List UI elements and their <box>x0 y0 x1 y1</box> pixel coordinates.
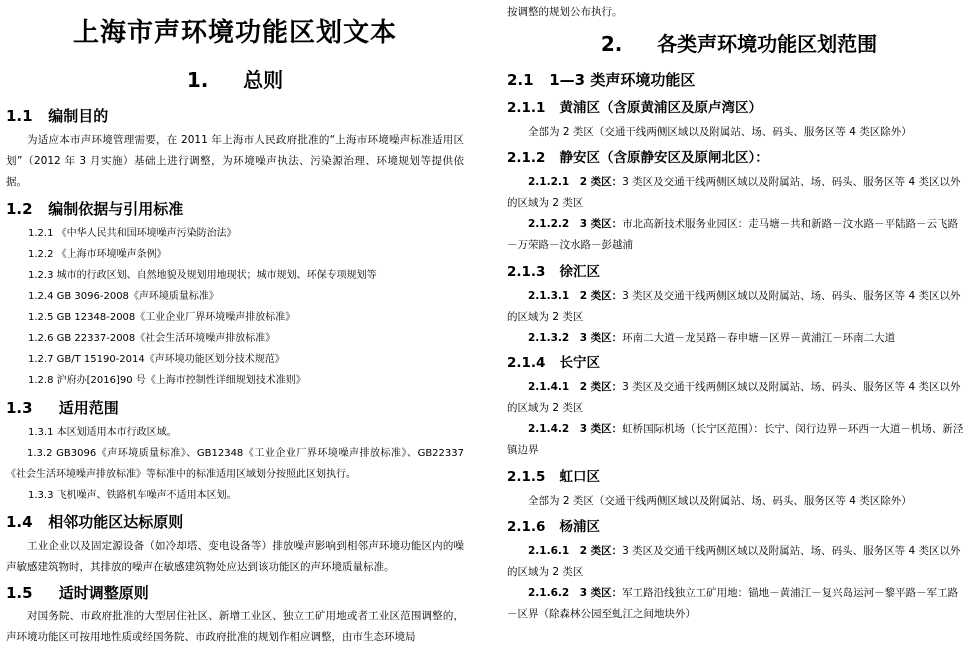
reference-item: 1.2.8 沪府办[2016]90 号《上海市控制性详细规划技术准则》 <box>28 375 306 386</box>
zone-item <box>507 172 967 214</box>
continued-text: 按调整的规划公布执行。 <box>507 6 623 18</box>
section-title: 杨浦区 <box>559 519 601 535</box>
section-1-2-heading <box>6 198 183 220</box>
zone-item-text: 3 类区及交通干线两侧区域以及附属站、场、码头、服务区等 4 类区以外的区域为 2 类区 <box>507 545 961 578</box>
district-text: 全部为 2 类区（交通干线两侧区域以及附属站、场、码头、服务区等 4 类区除外） <box>528 495 912 507</box>
zone-item-lead: 2.1.6.1 2 类区： <box>528 545 623 557</box>
reference-item: 1.2.4 GB 3096-2008《声环境质量标准》 <box>28 291 219 302</box>
document-title: 上海市声环境功能区划文本 <box>72 18 397 48</box>
reference-item: 1.2.7 GB/T 15190-2014《声环境功能区划分技术规范》 <box>28 354 285 365</box>
zone-item-text: 3 类区及交通干线两侧区域以及附属站、场、码头、服务区等 4 类区以外的区域为 2 类区 <box>507 290 961 323</box>
section-number: 2. <box>600 32 623 56</box>
section-title: 适时调整原则 <box>58 584 149 602</box>
zone-item-lead: 2.1.6.2 3 类区： <box>528 587 623 599</box>
section-2-1-2-heading <box>507 148 769 168</box>
zone-item-lead: 2.1.4.2 3 类区： <box>528 423 623 435</box>
scope-item: 1.3.3 飞机噪声、铁路机车噪声不适用本区划。 <box>28 490 237 501</box>
zone-item-lead: 2.1.3.2 3 类区： <box>528 332 623 344</box>
section-title: 静安区（含原静安区及原闸北区）： <box>559 150 769 166</box>
section-title: 相邻功能区达标原则 <box>48 513 184 531</box>
section-title: 编制依据与引用标准 <box>48 200 184 218</box>
zone-item-lead: 2.1.2.1 2 类区： <box>528 176 623 188</box>
zone-item <box>507 328 967 349</box>
section-title: 虹口区 <box>559 469 601 485</box>
section-number: 2.1.3 <box>507 264 546 280</box>
section-1-3-heading <box>6 397 119 419</box>
section-title: 长宁区 <box>559 355 601 371</box>
zone-item-text: 3 类区及交通干线两侧区域以及附属站、场、码头、服务区等 4 类区以外的区域为 2 类区 <box>507 176 961 209</box>
section-number: 2.1.5 <box>507 469 546 485</box>
zone-item-lead: 2.1.4.1 2 类区： <box>528 381 623 393</box>
section-title: 总则 <box>243 68 284 92</box>
section-2-1-4-heading <box>507 353 600 373</box>
section-1-1-paragraph: 为适应本市声环境管理需要，在 2011 年上海市人民政府批准的“上海市环境噪声标准适用区划”（2012 年 3 月实施）基础上进行调整，为环境噪声执法、污染源治理、环境规划等提供依据。 <box>6 134 464 188</box>
reference-item: 1.2.2 《上海市环境噪声条例》 <box>28 249 167 260</box>
district-text: 全部为 2 类区（交通干线两侧区域以及附属站、场、码头、服务区等 4 类区除外） <box>528 126 912 138</box>
zone-item-lead: 2.1.3.1 2 类区： <box>528 290 623 302</box>
reference-item: 1.2.1 《中华人民共和国环境噪声污染防治法》 <box>28 228 237 239</box>
section-title: 适用范围 <box>58 399 119 417</box>
section-1-4-paragraph: 工业企业以及固定源设备（如冷却塔、变电设备等）排放噪声影响到相邻声环境功能区内的噪声敏感建筑物时，其排放的噪声在敏感建筑物处应达到该功能区的声环境质量标准。 <box>6 540 464 573</box>
zone-item <box>507 377 967 419</box>
zone-item <box>507 541 967 583</box>
zone-item-text: 虹桥国际机场（长宁区范围）：长宁、闵行边界－环西一大道－机场、新泾镇边界 <box>507 423 964 456</box>
section-number: 1.2 <box>6 200 33 218</box>
section-2-1-6-heading <box>507 517 600 537</box>
section-number: 1.4 <box>6 513 33 531</box>
section-number: 2.1.4 <box>507 355 546 371</box>
zone-item <box>507 583 967 625</box>
section-number: 1.3 <box>6 399 33 417</box>
section-1-4-heading <box>6 511 183 533</box>
section-number: 2.1 <box>507 71 534 89</box>
section-2-1-5-heading <box>507 467 600 487</box>
zone-item-text: 3 类区及交通干线两侧区域以及附属站、场、码头、服务区等 4 类区以外的区域为 2 类区 <box>507 381 961 414</box>
zone-item-lead: 2.1.2.2 3 类区： <box>528 218 623 230</box>
scope-item: 1.3.1 本区划适用本市行政区域。 <box>28 427 177 438</box>
zone-item-text: 军工路沿线独立工矿用地：锚地－黄浦江－复兴岛运河－黎平路－军工路－区界（除森林公园至虬江之间地块外） <box>507 587 959 620</box>
section-2-1-1-heading <box>507 98 762 118</box>
section-number: 2.1.2 <box>507 150 546 166</box>
section-title: 编制目的 <box>48 107 109 125</box>
reference-item: 1.2.3 城市的行政区划、自然地貌及规划用地现状；城市规划、环保专项规划等 <box>28 270 377 281</box>
reference-item: 1.2.5 GB 12348-2008《工业企业厂界环境噪声排放标准》 <box>28 312 296 323</box>
section-2-heading <box>507 30 971 58</box>
section-2-1-3-heading <box>507 262 600 282</box>
zone-item <box>507 419 967 461</box>
zone-item <box>507 214 967 256</box>
section-number: 1.5 <box>6 584 33 602</box>
section-2-1-heading <box>507 69 695 91</box>
section-1-1-heading <box>6 105 108 127</box>
zone-item <box>507 286 967 328</box>
section-1-5-paragraph: 对国务院、市政府批准的大型居住社区、新增工业区、独立工矿用地或者工业区范围调整的，声环境功能区可按用地性质或经国务院、市政府批准的规划作相应调整，由市生态环境局 <box>6 610 464 643</box>
section-title: 1—3 类声环境功能区 <box>549 71 696 89</box>
zone-item-text: 市北高新技术服务业园区：走马塘－共和新路－汶水路－平陆路－云飞路－万荣路－汶水路－彭越浦 <box>507 218 959 251</box>
scope-item: 1.3.2 GB3096《声环境质量标准》、GB12348《工业企业厂界环境噪声排放标准》、GB22337《社会生活环境噪声排放标准》等标准中的标准适用区域划分按照此区划执行。 <box>6 448 464 480</box>
section-number: 1. <box>186 68 209 92</box>
zone-item-text: 环南二大道－龙吴路－春申塘－区界－黄浦江－环南二大道 <box>622 332 896 344</box>
section-1-5-heading <box>6 582 149 604</box>
reference-item: 1.2.6 GB 22337-2008《社会生活环境噪声排放标准》 <box>28 333 276 344</box>
section-number: 2.1.6 <box>507 519 546 535</box>
section-title: 各类声环境功能区划范围 <box>657 32 878 56</box>
section-number: 2.1.1 <box>507 100 546 116</box>
section-title: 徐汇区 <box>559 264 601 280</box>
section-title: 黄浦区（含原黄浦区及原卢湾区） <box>559 100 763 116</box>
section-number: 1.1 <box>6 107 33 125</box>
section-1-heading <box>0 66 470 94</box>
